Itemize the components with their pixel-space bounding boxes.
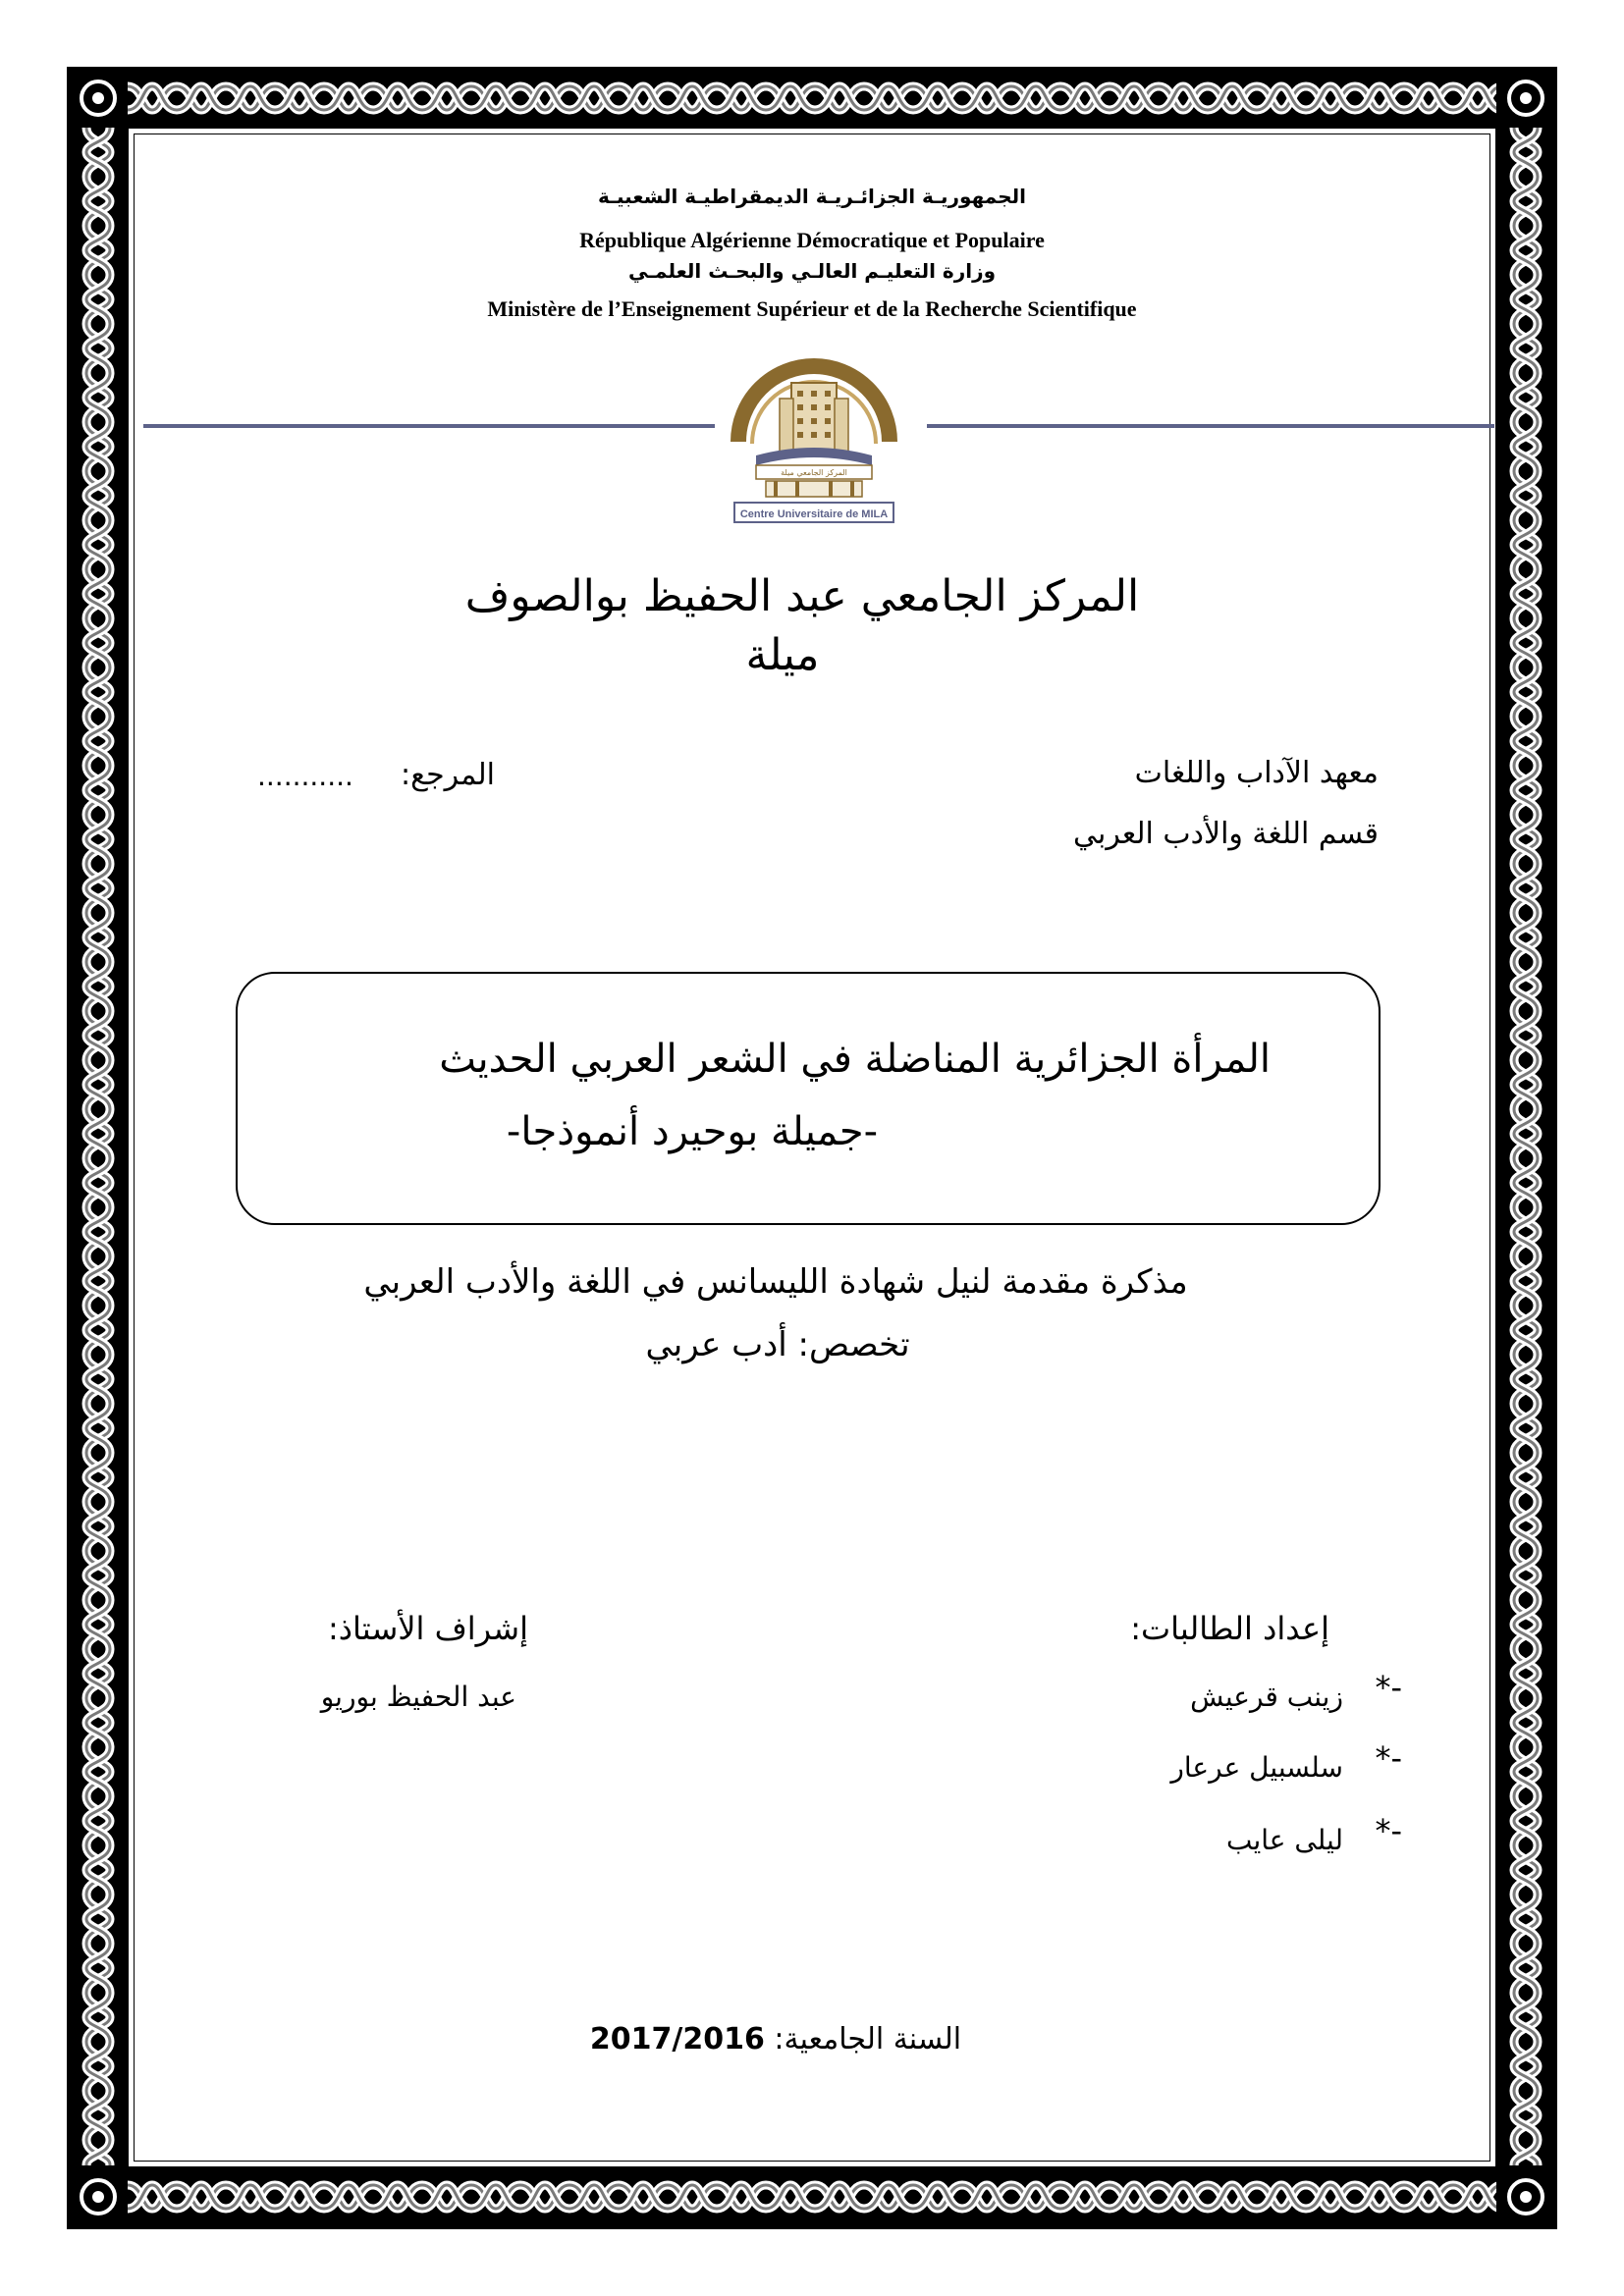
- corner-ornament-icon: [73, 73, 124, 124]
- header-rule-left: [143, 424, 715, 428]
- corner-ornament-icon: [73, 2171, 124, 2222]
- supervisor-label: إشراف الأستاذ:: [328, 1610, 528, 1647]
- academic-year: [0, 2022, 1551, 2056]
- thesis-title-line2: -جميلة بوحيرد أنموذجا-: [506, 1109, 879, 1154]
- header-arabic-republic: الجمهوريـة الجزائـريـة الديمقراطيـة الشعبيـة: [598, 185, 1026, 208]
- corner-ornament-icon: [1500, 2171, 1551, 2222]
- thesis-purpose: مذكرة مقدمة لنيل شهادة الليسانس في اللغة والأدب العربي: [363, 1262, 1188, 1302]
- thesis-specialty: تخصص: أدب عربي: [645, 1325, 910, 1364]
- logo-arabic-caption: المركز الجامعي ميلة: [781, 468, 847, 477]
- supervisor-name: عبد الحفيظ بوريو: [320, 1681, 516, 1713]
- university-logo: [727, 334, 901, 526]
- institution-name: المركز الجامعي عبد الحفيظ بوالصوف: [464, 571, 1140, 621]
- student-item: [1375, 1812, 1402, 1849]
- border-band-bottom: [128, 2171, 1496, 2222]
- section-name: قسم اللغة والأدب العربي: [1072, 817, 1379, 851]
- header-arabic-ministry: وزارة التعليـم العالـي والبحـث العلمـي: [627, 259, 997, 283]
- institute-name: معهد الآداب واللغات: [1134, 756, 1379, 790]
- thesis-title-line1: المرأة الجزائرية المناضلة في الشعر العربي الحديث: [439, 1037, 1271, 1082]
- student-name: زينب قرعيش: [1190, 1681, 1343, 1713]
- border-band-right: [1500, 128, 1551, 2165]
- bullet-icon: *-: [1375, 1812, 1402, 1849]
- bullet-icon: *-: [1375, 1739, 1402, 1777]
- student-item: [1375, 1739, 1402, 1777]
- student-name: سلسبيل عرعار: [1170, 1751, 1343, 1784]
- border-band-top: [128, 73, 1496, 124]
- institution-city: ميلة: [745, 630, 820, 680]
- reference-value: ...........: [257, 760, 353, 792]
- logo-caption: Centre Universitaire de MILA: [739, 508, 889, 520]
- academic-year-value: 2017/2016: [589, 2022, 765, 2056]
- thesis-title-box: [236, 972, 1380, 1225]
- header-rule-right: [927, 424, 1494, 428]
- header-french-republic: République Algérienne Démocratique et Populaire: [579, 228, 1045, 252]
- corner-ornament-icon: [1500, 73, 1551, 124]
- students-label: إعداد الطالبات:: [1130, 1610, 1329, 1647]
- header-french-ministry: Ministère de l’Enseignement Supérieur et de la Recherche Scientifique: [487, 296, 1137, 321]
- academic-year-label: السنة الجامعية:: [774, 2022, 962, 2056]
- reference-label: المرجع:: [401, 758, 495, 792]
- student-item: [1375, 1669, 1402, 1706]
- student-name: ليلى عايب: [1225, 1824, 1343, 1856]
- bullet-icon: *-: [1375, 1669, 1402, 1706]
